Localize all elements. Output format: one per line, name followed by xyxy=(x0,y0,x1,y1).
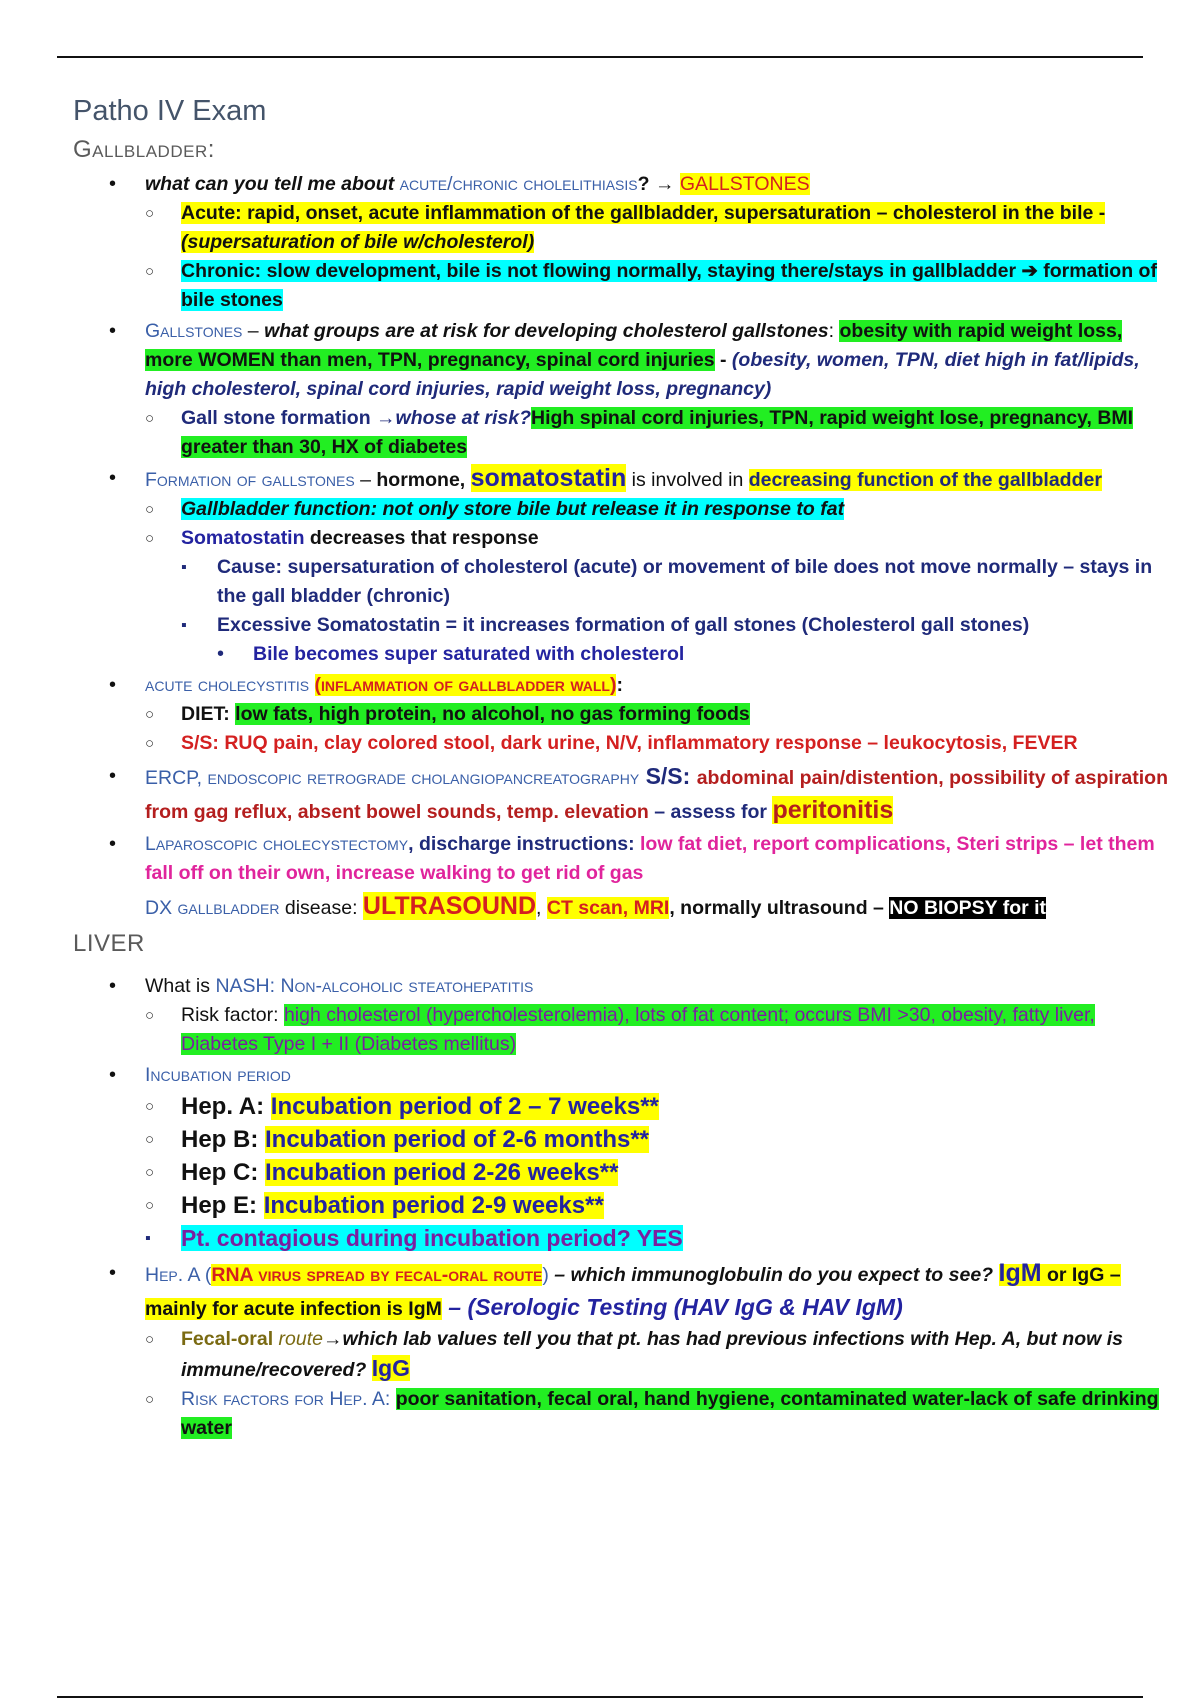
what-text: What is xyxy=(145,975,216,997)
normally-text: , normally ultrasound – xyxy=(669,897,890,919)
sub-label: Gall stone formation xyxy=(181,407,377,429)
list-item xyxy=(73,830,1173,888)
comma: , xyxy=(536,897,547,919)
ss-label: S/S: xyxy=(639,763,697,789)
acute-text: Acute: rapid, onset, acute inflammation of the gallbladder, supersaturation – cholesterol in the bile - xyxy=(181,202,1106,224)
page-title: Patho IV Exam xyxy=(73,95,267,127)
contagious-text: Pt. contagious during incubation period? YES xyxy=(181,1225,683,1251)
list-item xyxy=(73,1061,1173,1255)
sub-list xyxy=(145,404,1173,462)
chronic-text: Chronic: slow development, bile is not flowing normally, staying there/stays in gallbladder ➔ formation of bile stones xyxy=(181,260,1157,311)
question-text: what groups are at risk for developing cholesterol gallstones xyxy=(264,320,829,342)
question-text: what can you tell me about xyxy=(145,173,395,195)
acute-note: (supersaturation of bile w/cholesterol) xyxy=(181,231,535,253)
list-item xyxy=(145,404,1173,462)
list-item xyxy=(145,199,1173,257)
nash-label: NASH: Non-alcoholic steatohepatitis xyxy=(215,975,534,997)
topic-label: Gallstones xyxy=(145,320,243,342)
diet-text: low fats, high protein, no alcohol, no gas forming foods xyxy=(235,703,750,725)
serologic-text: – (Serologic Testing (HAV IgG & HAV IgM) xyxy=(441,1294,903,1320)
gallbladder-list xyxy=(73,170,1173,888)
disease-text: disease: xyxy=(279,897,363,919)
hormone-text: hormone, xyxy=(376,469,466,491)
question-text: – which immunoglobulin do you expect to see? xyxy=(548,1264,999,1286)
answer-text: decreasing function of the gallbladder xyxy=(748,469,1102,491)
somatostatin-text: somatostatin xyxy=(470,464,627,492)
fecal-label: Fecal-oral xyxy=(181,1328,279,1350)
topic-label: ERCP, endoscopic retrograde cholangiopancreatography xyxy=(145,767,640,789)
question-text: →whose at risk? xyxy=(376,407,531,429)
dx-label: DX gallbladder xyxy=(145,897,280,919)
discharge-label: , discharge instructions: xyxy=(408,833,641,855)
igg-text: IgG xyxy=(371,1355,411,1381)
risk-text: high cholesterol (hypercholesterolemia), lots of fat content; occurs BMI >30, obesity, fatty liver, Diabetes Type I + II (Diabetes mellitus) xyxy=(181,1004,1095,1055)
paren-text: (inflammation of gallbladder wall) xyxy=(314,674,617,696)
answer-text: GALLSTONES xyxy=(679,173,810,195)
route-label: route xyxy=(278,1328,323,1350)
sub-sub-sub-list xyxy=(181,640,1173,669)
incubation-value: Incubation period 2-26 weeks** xyxy=(265,1159,619,1186)
sub-list xyxy=(145,1325,1173,1443)
list-item xyxy=(145,1090,1173,1123)
sub-list xyxy=(145,700,1173,758)
answer-text: obesity with rapid weight loss, more WOMEN than men, TPN, pregnancy, spinal cord injuries xyxy=(145,320,1123,371)
paren-close: ) xyxy=(542,1264,549,1286)
liver-list xyxy=(73,972,1173,1443)
no-biopsy-text: NO BIOPSY for it xyxy=(889,897,1047,919)
excess-text: Excessive Somatostatin = it increases formation of gall stones (Cholesterol gall stones) xyxy=(217,614,1030,636)
incubation-list xyxy=(145,1090,1173,1255)
colon: : xyxy=(828,320,840,342)
list-item xyxy=(73,760,1173,828)
list-item xyxy=(145,1325,1173,1385)
list-item xyxy=(145,729,1173,758)
list-item xyxy=(73,671,1173,758)
diet-label: DIET: xyxy=(181,703,236,725)
hep-label: Hep E: xyxy=(181,1192,264,1219)
dash: – xyxy=(354,469,377,491)
symptoms-text: abdominal pain/distention, possibility of aspiration from gag reflux, absent bowel sounds, temp. elevation xyxy=(145,767,1168,823)
section-heading-liver: LIVER xyxy=(73,930,145,957)
list-item xyxy=(181,611,1173,669)
list-item xyxy=(145,1156,1173,1189)
topic-label: Laparoscopic cholecystectomy xyxy=(145,833,409,855)
list-item xyxy=(145,1123,1173,1156)
incubation-value: Incubation period of 2-6 months** xyxy=(265,1126,650,1153)
incubation-value: Incubation period of 2 – 7 weeks** xyxy=(270,1093,659,1120)
answer-text: or IgG – mainly for acute infection is IgM xyxy=(145,1264,1121,1320)
topic-label: acute/chronic cholelithiasis xyxy=(399,173,638,195)
list-item xyxy=(145,1001,1173,1059)
sub-list xyxy=(145,1001,1173,1059)
igm-text: IgM xyxy=(998,1259,1042,1287)
list-item xyxy=(145,495,1173,524)
topic-label: acute cholecystitis xyxy=(145,674,310,696)
dash: - xyxy=(714,349,732,371)
colon: : xyxy=(616,674,623,696)
sub-sub-list xyxy=(145,1222,1173,1255)
assess-text: – assess for xyxy=(648,801,773,823)
somatostatin-label: Somatostatin xyxy=(181,527,305,549)
risk-label: Risk factors for Hep. A: xyxy=(181,1388,396,1410)
dx-line xyxy=(73,890,1173,924)
list-item xyxy=(145,1222,1173,1255)
list-item xyxy=(73,1257,1173,1443)
question-text: →which lab values tell you that pt. has had previous infections with Hep. A, but now is immune/recovered? xyxy=(181,1328,1123,1381)
discharge-text: low fat diet, report complications, Steri strips – let them fall off on their own, increase walking to get rid of gas xyxy=(145,833,1155,884)
document-body xyxy=(73,95,1173,1445)
peritonitis-text: peritonitis xyxy=(772,796,894,824)
list-item xyxy=(145,700,1173,729)
topic-label: Incubation period xyxy=(145,1064,291,1086)
risk-text: poor sanitation, fecal oral, hand hygiene, contaminated water-lack of safe drinking water xyxy=(181,1388,1159,1439)
list-item xyxy=(181,640,1173,669)
sub-list xyxy=(145,495,1173,669)
section-heading-gallbladder: Gallbladder: xyxy=(73,136,215,163)
list-item xyxy=(181,553,1173,611)
list-item xyxy=(73,972,1173,1059)
bottom-rule xyxy=(57,1696,1143,1698)
list-item xyxy=(145,524,1173,669)
sub-list xyxy=(145,199,1173,315)
top-rule xyxy=(57,56,1143,58)
answer-text: High spinal cord injuries, TPN, rapid weight lose, pregnancy, BMI greater than 30, HX of diabetes xyxy=(181,407,1134,458)
list-item xyxy=(145,1189,1173,1255)
function-text: Gallbladder function: not only store bile but release it in response to fat xyxy=(181,498,845,520)
list-item xyxy=(73,170,1173,315)
cause-text: Cause: supersaturation of cholesterol (acute) or movement of bile does not move normally – stays in the gall bladder (chronic) xyxy=(217,556,1153,607)
ct-text: CT scan, MRI xyxy=(546,897,670,919)
list-item xyxy=(145,257,1173,315)
topic-label: Hep. A ( xyxy=(145,1264,212,1286)
topic-label: Formation of gallstones xyxy=(145,469,355,491)
hep-label: Hep C: xyxy=(181,1159,265,1186)
arrow-text: ? → xyxy=(637,173,675,195)
bile-text: Bile becomes super saturated with cholesterol xyxy=(253,643,685,665)
list-item xyxy=(73,317,1173,462)
sub-sub-list xyxy=(181,553,1173,669)
note-text: (obesity, women, TPN, diet high in fat/lipids, high cholesterol, spinal cord injuries, rapid weight loss, pregnancy) xyxy=(145,349,1140,400)
incubation-value: Incubation period 2-9 weeks** xyxy=(263,1192,604,1219)
dash: – xyxy=(242,320,265,342)
response-text: decreases that response xyxy=(304,527,539,549)
list-item xyxy=(145,1385,1173,1443)
risk-label: Risk factor: xyxy=(181,1004,284,1026)
hep-label: Hep. A: xyxy=(181,1093,271,1120)
symptoms-text: S/S: RUQ pain, clay colored stool, dark urine, N/V, inflammatory response – leukocytosis, FEVER xyxy=(181,732,1078,754)
ultrasound-text: ULTRASOUND xyxy=(362,892,537,920)
hep-label: Hep B: xyxy=(181,1126,265,1153)
involved-text: is involved in xyxy=(626,469,749,491)
list-item xyxy=(73,464,1173,669)
rna-text: RNA virus spread by fecal-oral route xyxy=(211,1264,543,1286)
